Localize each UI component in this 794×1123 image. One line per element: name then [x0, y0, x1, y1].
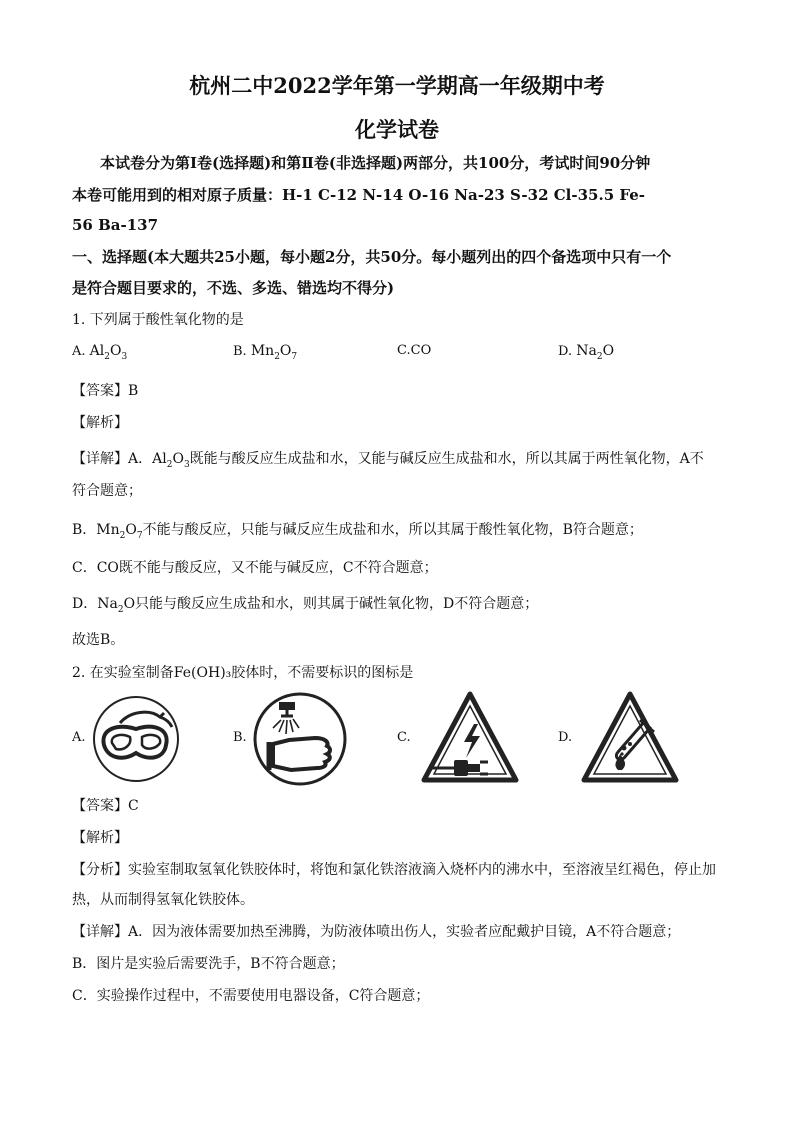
q1-answer: 【答案】B — [72, 383, 139, 399]
section-heading-2: 是符合题目要求的，不选、多选、错选均不得分) — [72, 279, 395, 297]
q2-detail-b: B．图片是实验后需要洗手，B不符合题意； — [72, 956, 345, 972]
q2-detail-a: 【详解】A．因为液体需要加热至沸腾，为防液体喷出伤人，实验者应配戴护目镜，A不符合题意； — [72, 924, 681, 940]
intro-line-3: 56 Ba-137 — [72, 216, 159, 234]
q1-option-b: B. $Mn_2O_7$ — [233, 343, 298, 362]
electrical-hazard-icon — [418, 688, 522, 788]
formula-na2o: $Na_2O$ — [576, 343, 615, 362]
q1-detail-c: C．CO既不能与酸反应，又不能与碱反应，C不符合题意； — [72, 560, 438, 576]
heating-test-tube-icon — [578, 688, 682, 788]
q2-label-a: A. — [72, 730, 86, 745]
exam-title: 杭州二中2022学年第一学期高一年级期中考 — [189, 73, 605, 98]
intro-line-1: 本试卷分为第Ⅰ卷(选择题)和第Ⅱ卷(非选择题)两部分，共100分，考试时间90分钟 — [100, 154, 651, 172]
q2-label-b: B. — [233, 730, 247, 745]
q2-analysis-label: 【解析】 — [72, 830, 128, 846]
q1-conclusion: 故选B。 — [72, 632, 125, 648]
q1-option-a: A. $Al_2O_3$ — [72, 343, 128, 362]
q1-detail-d: D．$Na_2O$只能与酸反应生成盐和水，则其属于碱性氧化物，D不符合题意； — [72, 596, 539, 615]
q2-answer: 【答案】C — [72, 798, 139, 814]
exam-subtitle: 化学试卷 — [355, 117, 439, 142]
q1-option-c: C.CO — [397, 343, 432, 358]
q2-fenxi-2: 热，从而制得氢氧化铁胶体。 — [72, 892, 254, 908]
q2-label-d: D. — [558, 730, 573, 745]
q1-detail-a: 【详解】A．$Al_2O_3$既能与酸反应生成盐和水，又能与碱反应生成盐和水，所以其属于两性氧化物，A不 — [72, 451, 704, 470]
q1-detail-a-cont: 符合题意； — [72, 483, 142, 499]
q1-detail-b: B．$Mn_2O_7$不能与酸反应，只能与碱反应生成盐和水，所以其属于酸性氧化物，B符合题意； — [72, 522, 643, 541]
goggles-icon — [90, 693, 182, 785]
q1-option-d: D. $Na_2O$ — [558, 343, 615, 362]
q1-stem: 1. 下列属于酸性氧化物的是 — [72, 312, 244, 328]
intro-line-2: 本卷可能用到的相对原子质量：H-1 C-12 N-14 O-16 Na-23 S-32 Cl-35.5 Fe- — [72, 186, 645, 204]
q2-label-c: C. — [397, 730, 411, 745]
formula-al2o3: $Al_2O_3$ — [89, 343, 128, 362]
q2-stem: 2. 在实验室制备Fe(OH)₃胶体时，不需要标识的图标是 — [72, 665, 414, 681]
hand-wash-icon — [251, 690, 349, 788]
formula-mn2o7: $Mn_2O_7$ — [250, 343, 298, 362]
section-heading-1: 一、选择题(本大题共25小题，每小题2分，共50分。每小题列出的四个备选项中只有一个 — [72, 248, 672, 266]
q2-detail-c: C．实验操作过程中，不需要使用电器设备，C符合题意； — [72, 988, 430, 1004]
q2-fenxi-1: 【分析】实验室制取氢氧化铁胶体时，将饱和氯化铁溶液滴入烧杯内的沸水中，至溶液呈红褐色，停止加 — [72, 862, 716, 878]
q1-analysis-label: 【解析】 — [72, 415, 128, 431]
